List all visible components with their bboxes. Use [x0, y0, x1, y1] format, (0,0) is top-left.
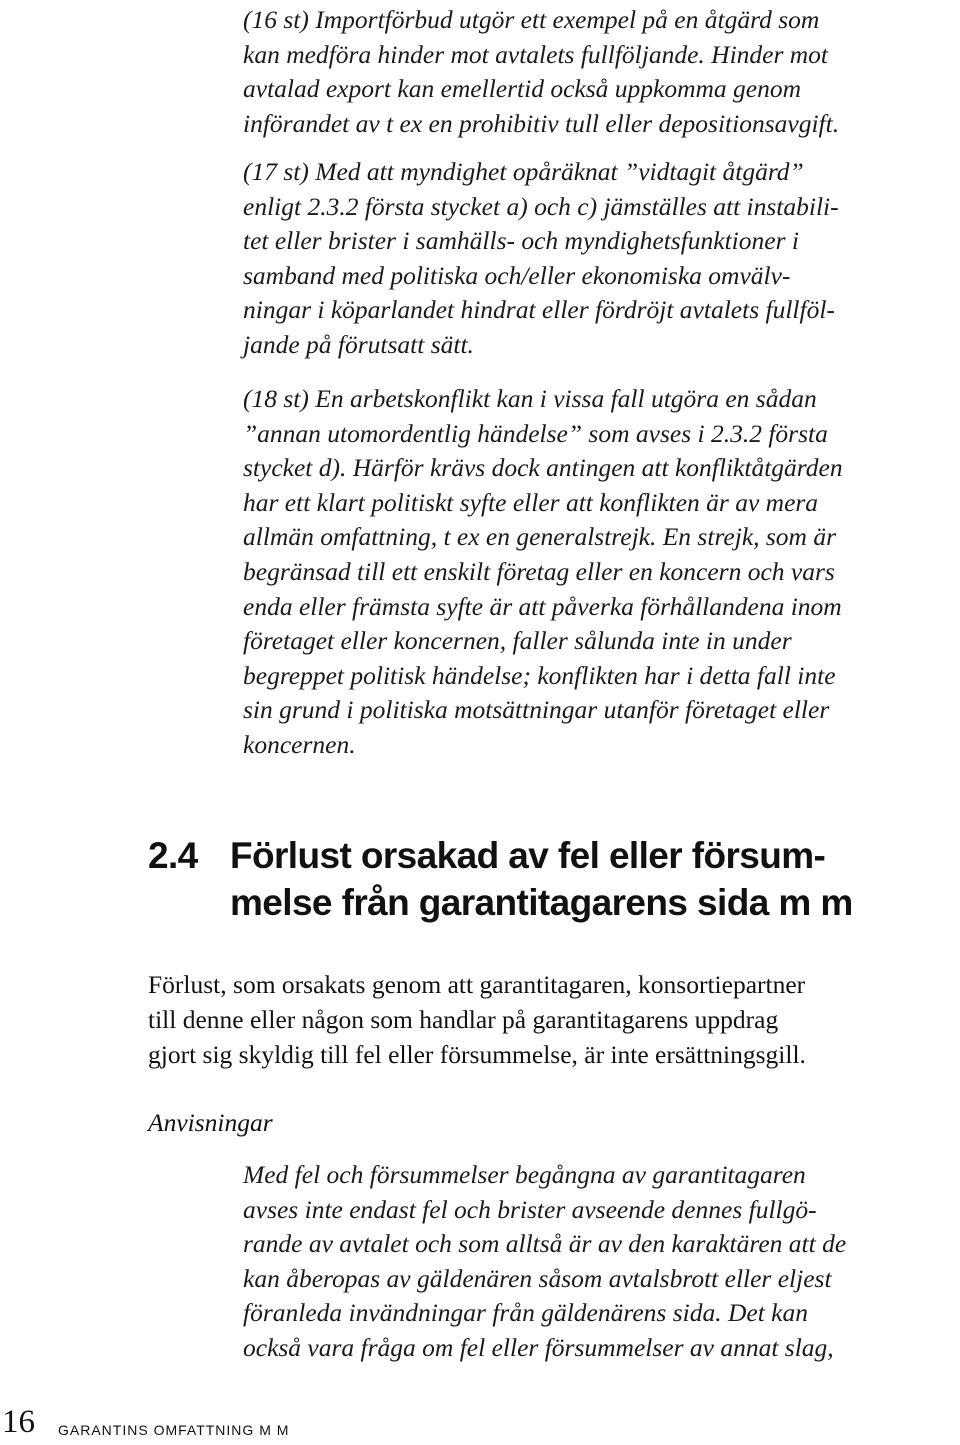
guidance-text [243, 1158, 955, 1366]
text-line: jande på förutsatt sätt. [243, 329, 474, 359]
paragraph-18 [243, 382, 955, 763]
text-line: Med fel och försummelser begångna av garantitagaren [243, 1160, 806, 1189]
text-line: också vara fråga om fel eller försummelser av annat slag, [243, 1332, 834, 1362]
text-line: ”annan utomordentlig händelse” som avses i 2.3.2 första [243, 418, 828, 448]
text-line: begränsad till ett enskilt företag eller en koncern och vars [243, 556, 835, 586]
text-line: har ett klart politiskt syfte eller att konflikten är av mera [243, 487, 819, 517]
text-line: rande av avtalet och som alltså är av den karaktären att de [243, 1229, 847, 1259]
text-line: stycket d). Härför krävs dock antingen att konfliktåtgärden [243, 453, 843, 483]
text-line: ningar i köparlandet hindrat eller fördröjt avtalets fullföl- [243, 295, 835, 325]
text-line: (17 st) Med att myndighet opåräknat ”vidtagit åtgärd” [243, 157, 804, 186]
text-line: kan medföra hinder mot avtalets fullföljande. Hinder mot [243, 39, 829, 69]
text-line: till denne eller någon som handlar på garantitagarens uppdrag [148, 1004, 779, 1034]
section-title-line-1: Förlust orsakad av fel eller försum- [230, 835, 826, 876]
section-body [148, 968, 948, 1072]
paragraph-17-text [243, 155, 955, 363]
text-line: (16 st) Importförbud utgör ett exempel på en åtgärd som [243, 5, 820, 34]
running-title: GARANTINS OMFATTNING M M [58, 1422, 290, 1438]
text-line: allmän omfattning, t ex en generalstrejk. En strejk, som är [243, 522, 837, 552]
text-line: införandet av t ex en prohibitiv tull eller depositionsavgift. [243, 108, 840, 138]
text-line: avtalad export kan emellertid också uppkomma genom [243, 74, 802, 104]
section-number: 2.4 [148, 835, 198, 876]
text-line: enligt 2.3.2 första stycket a) och c) jämställes att instabili- [243, 191, 839, 221]
page-number: 16 [2, 1404, 35, 1440]
text-line: koncernen. [243, 729, 356, 759]
guidance-paragraph [243, 1158, 955, 1366]
guidance-heading: Anvisningar [148, 1108, 273, 1137]
section-title-line-2: melse från garantitagarens sida m m [230, 882, 853, 923]
text-line: begreppet politisk händelse; konflikten har i detta fall inte [243, 660, 836, 690]
text-line: gjort sig skyldig till fel eller försummelse, är inte ersättningsgill. [148, 1039, 806, 1069]
paragraph-18-text [243, 382, 955, 763]
section-heading [148, 832, 958, 926]
paragraph-16 [243, 3, 955, 141]
text-line: enda eller främsta syfte är att påverka förhållandena inom [243, 591, 842, 621]
text-line: företaget eller koncernen, faller sålunda inte in under [243, 626, 792, 656]
text-line: (18 st) En arbetskonflikt kan i vissa fall utgöra en sådan [243, 384, 817, 413]
text-line: kan åberopas av gäldenären såsom avtalsbrott eller eljest [243, 1263, 832, 1293]
text-line: föranleda invändningar från gäldenärens sida. Det kan [243, 1298, 808, 1328]
text-line: sin grund i politiska motsättningar utanför företaget eller [243, 695, 830, 725]
text-line: tet eller brister i samhälls- och myndighetsfunktioner i [243, 226, 799, 256]
paragraph-16-text [243, 3, 955, 141]
paragraph-17 [243, 155, 955, 363]
text-line: avses inte endast fel och brister avseende dennes fullgö- [243, 1194, 817, 1224]
text-line: Förlust, som orsakats genom att garantitagaren, konsortiepartner [148, 970, 806, 999]
text-line: samband med politiska och/eller ekonomiska omvälv- [243, 260, 791, 290]
